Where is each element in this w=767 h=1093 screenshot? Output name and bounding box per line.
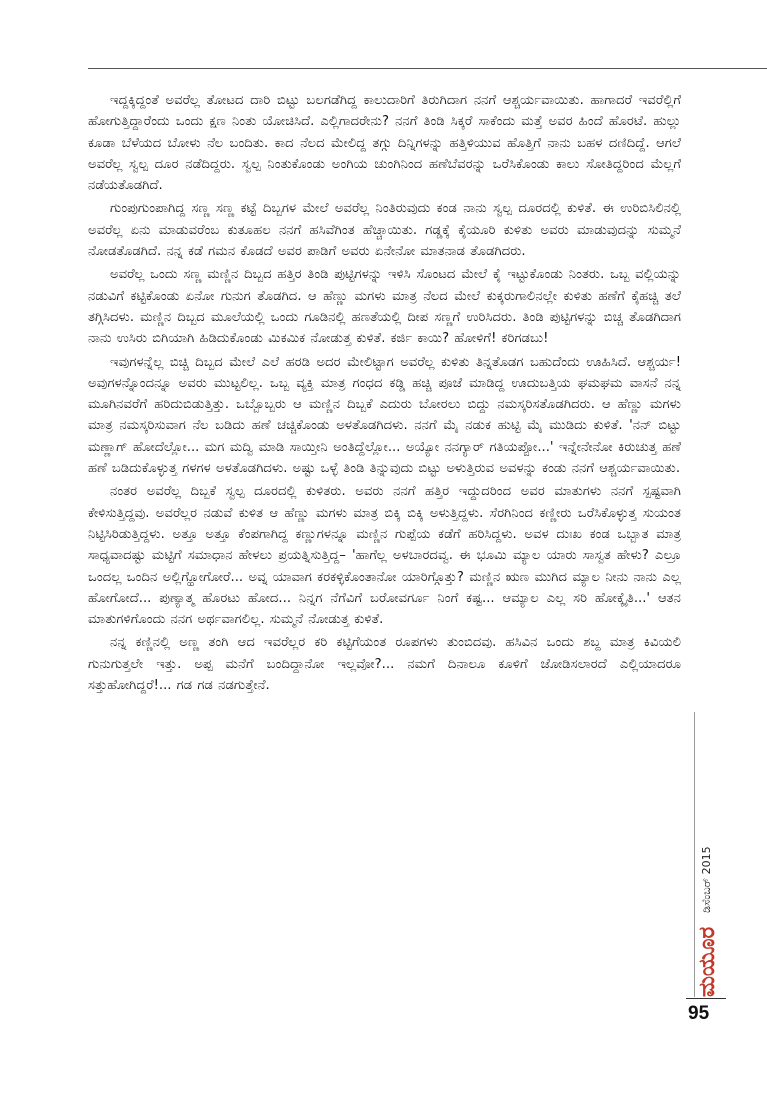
article-paragraph-6: ನನ್ನ ಕಣ್ಣಿನಲ್ಲಿ ಅಣ್ಣ ತಂಗಿ ಆದ ಇವರೆಲ್ಲರ ಕರಿ ಕಟ್ಟಿಗೆಯಂತ ರೂಪಗಳು ತುಂಬಿದವು. ಹಸಿವಿನ ಒಂದು ಶಬ್ದ ಮಾತ್ರ ಕಿವಿಯಲಿ ಗುನುಗುತ್ತಲೇ ಇತ್ತು. ಅಪ್ಪ ಮನೆಗೆ ಬಂದಿದ್ದಾನೋ ಇಲ್ಲವೋ?... ನಮಗೆ ದಿನಾಲೂ ಕೂಳಿಗೆ ಜೋಡಿಸಲಾರದೆ ಎಲ್ಲಿಯಾದರೂ ಸತ್ತುಹೋಗಿದ್ದರೆ!... ಗಡ ಗಡ ನಡಗುತ್ತೇನೆ. bbox=[88, 635, 681, 694]
issue-date: ಡಿಸೆಂಬರ್ 2015 bbox=[700, 846, 713, 913]
article-paragraph-4: ಇವುಗಳನ್ನೆಲ್ಲ ಬಿಚ್ಚಿ ದಿಬ್ಬದ ಮೇಲೆ ಎಲೆ ಹರಡಿ ಅದರ ಮೇಲಿಟ್ಟಾಗ ಅವರೆಲ್ಲ ಕುಳಿತು ತಿನ್ನತೊಡಗ ಬಹುದೆಂದು ಊಹಿಸಿದೆ. ಆಶ್ಚರ್ಯ! ಅವುಗಳನ್ನೊಂದನ್ನೂ ಅವರು ಮುಟ್ಟಲಿಲ್ಲ. ಒಬ್ಬ ವ್ಯಕ್ತಿ ಮಾತ್ರ ಗಂಧದ ಕಡ್ಡಿ ಹಚ್ಚಿ ಪೂಜೆ ಮಾಡಿದ್ದ ಊದುಬತ್ತಿಯ ಘಮಘಮ ವಾಸನೆ ನನ್ನ ಮೂಗಿನವರೆಗೆ ಹರಿದುಬಿಡುತ್ತಿತ್ತು. ಒಬ್ಬೊಬ್ಬರು ಆ ಮಣ್ಣಿನ ದಿಬ್ಬಕೆ ಎದುರು ಬೋರಲು ಬಿದ್ದು ನಮಸ್ಕರಿಸತೊಡಗಿದರು. ಆ ಹೆಣ್ಣು ಮಗಳು ಮಾತ್ರ ನಮಸ್ಕರಿಸುವಾಗ ನೆಲ ಬಡಿದು ಹಣೆ ಚಚ್ಚಿಕೊಂಡು ಅಳತೊಡಗಿದಳು. ನನಗೆ ಮೈ ನಡುಕ ಹುಟ್ಟಿ ಮೈ ಮುಡಿದು ಕುಳಿತೆ. 'ನನ್ ಬಿಟ್ಟು ಮಣ್ಣಾಗ್ ಹೋದೆಲ್ಲೋ... ಮಗ ಮದ್ವಿ ಮಾಡಿ ಸಾಯ್ತೀನಿ ಅಂತಿದ್ದೆಲ್ಲೋ... ಅಯ್ಯೋ ನನಗ್ಯಾರ್ ಗತಿಯಪ್ಪೋ...' ಇನ್ನೇನೇನೋ ಕಿರುಚುತ್ತ ಹಣೆ ಹಣೆ ಬಡಿದುಕೊಳ್ಳುತ್ತ ಗಳಗಳ ಅಳತೊಡಗಿದಳು. ಅಷ್ಟು ಒಳ್ಳೆ ತಿಂಡಿ ತಿನ್ನುವುದು ಬಿಟ್ಟು ಅಳುತ್ತಿರುವ ಅವಳನ್ನು ಕಂಡು ನನಗೆ ಆಶ್ಚರ್ಯವಾಯಿತು. bbox=[88, 354, 681, 477]
sidebar-masthead bbox=[694, 712, 720, 997]
page-number-rule bbox=[686, 998, 726, 999]
article-paragraph-1: ಇದ್ದಕ್ಕಿದ್ದಂತೆ ಅವರೆಲ್ಲ ತೋಟದ ದಾರಿ ಬಿಟ್ಟು ಬಲಗಡೆಗಿದ್ದ ಕಾಲುದಾರಿಗೆ ತಿರುಗಿದಾಗ ನನಗೆ ಆಶ್ಚರ್ಯವಾಯಿತು. ಹಾಗಾದರೆ ಇವರೆಲ್ಲಿಗೆ ಹೋಗುತ್ತಿದ್ದಾರೆಂದು ಒಂದು ಕ್ಷಣ ನಿಂತು ಯೋಚಿಸಿದೆ. ಎಲ್ಲಿಗಾದರೇನು? ನನಗೆ ತಿಂಡಿ ಸಿಕ್ಕರೆ ಸಾಕೆಂದು ಮತ್ತೆ ಅವರ ಹಿಂದೆ ಹೊರಟೆ. ಹುಲ್ಲು ಕೂಡಾ ಬೆಳೆಯದ ಬೋಳು ನೆಲ ಬಂದಿತು. ಕಾದ ನೆಲದ ಮೇಲಿದ್ದ ತಗ್ಗು ದಿನ್ನಿಗಳನ್ನು ಹತ್ತಿಳಿಯುವ ಹೊತ್ತಿಗೆ ನಾನು ಬಹಳ ದಣಿದಿದ್ದೆ. ಆಗಲೆ ಅವರೆಲ್ಲ ಸ್ವಲ್ಪ ದೂರ ನಡೆದಿದ್ದರು. ಸ್ವಲ್ಪ ನಿಂತುಕೊಂಡು ಅಂಗಿಯ ಚುಂಗಿನಿಂದ ಹಣೆಬೆವರನ್ನು ಒರೆಸಿಕೊಂಡು ಕಾಲು ಸೋತಿದ್ದರಿಂದ ಮೆಲ್ಲಗೆ ನಡೆಯತೊಡಗಿದೆ. bbox=[88, 93, 681, 194]
header-rule bbox=[88, 68, 767, 69]
article-paragraph-3: ಅವರೆಲ್ಲ ಒಂದು ಸಣ್ಣ ಮಣ್ಣಿನ ದಿಬ್ಬದ ಹತ್ತಿರ ತಿಂಡಿ ಪುಟ್ಟಿಗಳನ್ನು ಇಳಿಸಿ ಸೊಂಟದ ಮೇಲೆ ಕೈ ಇಟ್ಟುಕೊಂಡು ನಿಂತರು. ಒಬ್ಬ ವಲ್ಲಿಯನ್ನು ನಡುವಿಗೆ ಕಟ್ಟಿಕೊಂಡು ಏನೋ ಗುನುಗ ತೊಡಗಿದ. ಆ ಹೆಣ್ಣು ಮಗಳು ಮಾತ್ರ ನೆಲದ ಮೇಲೆ ಕುಕ್ಕರುಗಾಲಿನಲ್ಲೇ ಕುಳಿತು ಹಣೆಗೆ ಕೈಹಚ್ಚಿ ತಲೆ ತಗ್ಗಿಸಿದಳು. ಮಣ್ಣಿನ ದಿಬ್ಬದ ಮೂಲೆಯಲ್ಲಿ ಒಂದು ಗೂಡಿನಲ್ಲಿ ಹಣತೆಯಲ್ಲಿ ದೀಪ ಸಣ್ಣಗೆ ಉರಿಸಿದರು. ತಿಂಡಿ ಪುಟ್ಟಿಗಳನ್ನು ಬಿಚ್ಚ ತೊಡಗಿದಾಗ ನಾನು ಉಸಿರು ಬಿಗಿಯಾಗಿ ಹಿಡಿದುಕೊಂಡು ಮಿಕಮಿಕ ನೋಡುತ್ತ ಕುಳಿತೆ. ಕರ್ಜಿ ಕಾಯಿ? ಹೋಳಿಗೆ! ಕರಿಗಡಬು! bbox=[88, 267, 681, 347]
article-paragraph-5: ನಂತರ ಅವರೆಲ್ಲ ದಿಬ್ಬಕೆ ಸ್ವಲ್ಪ ದೂರದಲ್ಲಿ ಕುಳಿತರು. ಅವರು ನನಗೆ ಹತ್ತಿರ ಇದ್ದುದರಿಂದ ಅವರ ಮಾತುಗಳು ನನಗೆ ಸ್ಪಷ್ಟವಾಗಿ ಕೇಳಿಸುತ್ತಿದ್ದವು. ಅವರೆಲ್ಲರ ನಡುವೆ ಕುಳಿತ ಆ ಹೆಣ್ಣು ಮಗಳು ಮಾತ್ರ ಬಿಕ್ಕಿ ಬಿಕ್ಕಿ ಅಳುತ್ತಿದ್ದಳು. ಸೆರಗಿನಿಂದ ಕಣ್ಣೀರು ಒರೆಸಿಕೊಳ್ಳುತ್ತ ಸುಯಂತ ನಿಟ್ಟಿಸಿರಿಡುತ್ತಿದ್ದಳು. ಅತ್ತೂ ಅತ್ತೂ ಕೆಂಪಗಾಗಿದ್ದ ಕಣ್ಣುಗಳನ್ನೂ ಮಣ್ಣಿನ ಗುಪ್ಪೆಯ ಕಡೆಗೆ ಹರಿಸಿದ್ದಳು. ಅವಳ ದುಃಖ ಕಂಡ ಒಬ್ಬಾತ ಮಾತ್ರ ಸಾಧ್ಯವಾದಷ್ಟು ಮಟ್ಟಿಗೆ ಸಮಾಧಾನ ಹೇಳಲು ಪ್ರಯತ್ನಿಸುತ್ತಿದ್ದ– 'ಹಾಗೆಲ್ಲ ಅಳಬಾರದವ್ವ. ಈ ಭೂಮಿ ಮ್ಯಾಲ ಯಾರು ಸಾಸ್ವತ ಹೇಳು? ಎಲ್ರೂ ಒಂದಲ್ಲ ಒಂದಿನ ಅಲ್ಲಿಗ್ಹೋಗೋರೆ... ಅವ್ನ ಯಾವಾಗ ಕರಕಳ್ಳಿಕೊಂತಾನೋ ಯಾರಿಗ್ಗೊತ್ತು? ಮಣ್ಣಿನ ಋಣ ಮುಗಿದ ಮ್ಯಾಲ ನೀನು ನಾನು ಎಲ್ಲ ಹೋಗೋದೆ... ಪುಣ್ಯಾತ್ಮ ಹೊರಟು ಹೋದ... ನಿನ್ನಗ ನೆಗೆವಿಗೆ ಬರೋವರ್ಗೂ ನಿಂಗೆ ಕಷ್ಟ... ಆಮ್ಯಾಲ ಎಲ್ಲ ಸರಿ ಹೋಕ್ಕೈತಿ...' ಆತನ ಮಾತುಗಳಿಗೊಂದು ನನಗ ಅರ್ಥವಾಗಲಿಲ್ಲ. ಸುಮ್ಮನೆ ನೋಡುತ್ತ ಕುಳಿತೆ. bbox=[88, 484, 681, 628]
article-paragraph-2: ಗುಂಪುಗುಂಪಾಗಿದ್ದ ಸಣ್ಣ ಸಣ್ಣ ಕಟ್ಟೆ ದಿಬ್ಬಗಳ ಮೇಲೆ ಅವರೆಲ್ಲ ನಿಂತಿರುವುದು ಕಂಡ ನಾನು ಸ್ವಲ್ಪ ದೂರದಲ್ಲಿ ಕುಳಿತೆ. ಈ ಉರಿಬಿಸಿಲಿನಲ್ಲಿ ಅವರೆಲ್ಲ ಏನು ಮಾಡುವರೆಂಬ ಕುತೂಹಲ ನನಗೆ ಹಸಿವೆಗಿಂತ ಹೆಚ್ಚಾಯಿತು. ಗಡ್ಡಕ್ಕೆ ಕೈಯೂರಿ ಕುಳಿತು ಅವರು ಮಾಡುವುದನ್ನು ಸುಮ್ಮನೆ ನೋಡತೊಡಗಿದೆ. ನನ್ನ ಕಡೆ ಗಮನ ಕೊಡದೆ ಅವರ ಪಾಡಿಗೆ ಅವರು ಏನೇನೋ ಮಾತನಾಡ ತೊಡಗಿದರು. bbox=[88, 201, 681, 260]
article-body bbox=[88, 90, 681, 698]
magazine-name: ಮಯೂರ bbox=[694, 926, 720, 997]
page-number: 95 bbox=[688, 1003, 710, 1024]
